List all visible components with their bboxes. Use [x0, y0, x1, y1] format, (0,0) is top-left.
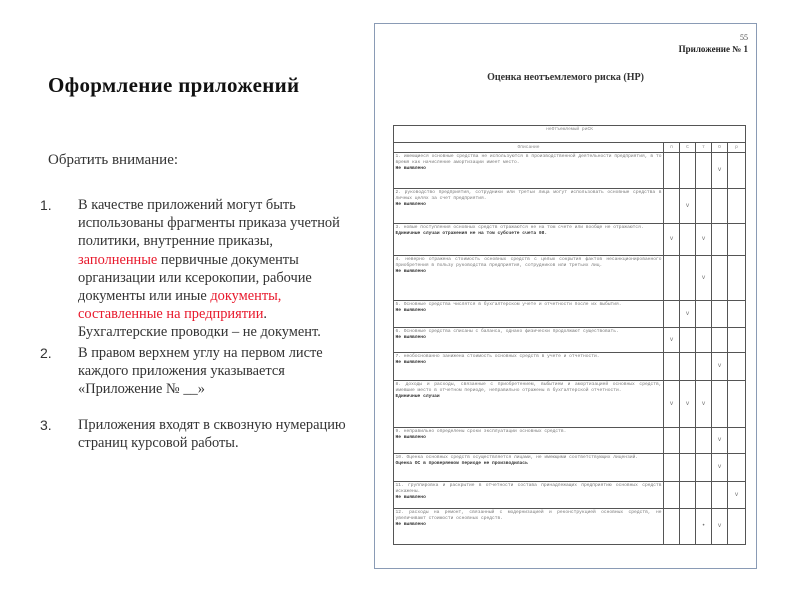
item-text: . Бухгалтерские проводки – не документ. — [78, 306, 321, 341]
assertion-mark-cell — [728, 353, 746, 381]
assertion-mark-cell: v — [696, 256, 712, 301]
assertion-mark-cell: v — [664, 328, 680, 353]
assertion-mark-cell: v — [680, 301, 696, 328]
assertion-mark-cell — [728, 381, 746, 428]
risk-finding: Не выявлено — [395, 335, 426, 341]
assertion-mark-cell — [664, 509, 680, 545]
item-text: В правом верхнем углу на первом листе каждого приложения указывается «Приложение № __» — [78, 344, 323, 398]
assertion-mark-cell — [728, 454, 746, 482]
assertion-mark-cell — [696, 482, 712, 509]
column-header: р — [728, 143, 746, 153]
assertion-mark-cell — [664, 482, 680, 509]
table-row — [394, 328, 746, 353]
risk-finding: Не выявлено — [395, 360, 426, 366]
assertion-mark-cell — [728, 256, 746, 301]
assertion-mark-cell — [664, 353, 680, 381]
table-row — [394, 428, 746, 454]
risk-finding: Не выявлено — [395, 202, 426, 208]
assertion-mark-cell: v — [712, 153, 728, 189]
numbered-list — [40, 196, 355, 453]
assertion-mark-cell — [696, 189, 712, 224]
table-row — [394, 482, 746, 509]
assertion-mark-cell — [664, 153, 680, 189]
assertion-mark-cell — [664, 454, 680, 482]
assertion-mark-cell — [696, 428, 712, 454]
assertion-mark-cell — [728, 224, 746, 256]
assertion-mark-cell — [664, 256, 680, 301]
table-header-row — [394, 143, 746, 153]
assertion-mark-cell — [664, 301, 680, 328]
risk-description-cell — [394, 509, 664, 545]
risk-description-cell — [394, 189, 664, 224]
list-item-number: 3. — [40, 417, 52, 434]
assertion-mark-cell: v — [696, 224, 712, 256]
risk-description: 3. новые поступления основных средств отражаются не на том счете или вообще не отражаются. — [395, 225, 644, 230]
assertion-mark-cell: v — [664, 381, 680, 428]
item-text: Приложения входят в сквозную нумерацию страниц курсовой работы. — [78, 417, 346, 452]
column-header: п — [664, 143, 680, 153]
assertion-mark-cell — [696, 301, 712, 328]
assertion-mark-cell: v — [728, 482, 746, 509]
assertion-mark-cell — [728, 509, 746, 545]
assertion-mark-cell — [728, 428, 746, 454]
assertion-mark-cell: v — [664, 224, 680, 256]
assertion-mark-cell: v — [712, 353, 728, 381]
risk-finding: Единичные случаи отражения не на том субсчете счета 08. — [395, 231, 548, 237]
assertion-mark-cell — [680, 328, 696, 353]
page-number: 55 — [740, 33, 748, 42]
risk-description-cell — [394, 256, 664, 301]
slide-title: Оформление приложений — [48, 73, 300, 97]
assertion-mark-cell — [680, 454, 696, 482]
assertion-mark-cell: v — [712, 454, 728, 482]
assertion-mark-cell: v — [680, 189, 696, 224]
assertion-mark-cell: v — [712, 428, 728, 454]
table-row — [394, 509, 746, 545]
risk-description: 1. имеющиеся основные средства не используются в производственной деятельности предприятия, в то время как начисление амортизации имеет место. — [395, 154, 662, 166]
table-row — [394, 224, 746, 256]
risk-table — [393, 125, 746, 545]
risk-description-cell — [394, 482, 664, 509]
risk-description-cell — [394, 301, 664, 328]
assertion-mark-cell — [680, 509, 696, 545]
table-row — [394, 301, 746, 328]
assertion-mark-cell — [712, 224, 728, 256]
item-text: В качестве приложений могут быть использованы фрагменты приказа учетной политики, внутренние приказы, — [78, 197, 340, 250]
assertion-mark-cell — [712, 482, 728, 509]
risk-description-cell — [394, 224, 664, 256]
list-item — [40, 416, 355, 452]
item-text: первичные документы организации или ксерокопии, рабочие документы или иные — [78, 251, 312, 305]
risk-description: 2. руководство предприятия, сотрудники или третьи лица могут использовать основные средства в личных целях за счет предприятия. — [395, 190, 662, 202]
assertion-mark-cell — [664, 189, 680, 224]
risk-description: 8. доходы и расходы, связанные с приобретением, выбытием и амортизацией основных средств, имевшие место в отчетном периоде, неправильно отражены в бухгалтерской отчетности. — [395, 382, 662, 394]
document-page — [374, 23, 757, 569]
assertion-mark-cell — [680, 153, 696, 189]
note-heading: Обратить внимание: — [48, 152, 179, 168]
risk-finding: Единичные случаи — [395, 394, 440, 400]
list-item — [40, 344, 355, 399]
risk-description: 9. неправильно определены сроки эксплуатации основных средств. — [395, 429, 567, 434]
assertion-mark-cell — [696, 328, 712, 353]
risk-description: 6. Основные средства списаны с баланса, однако физически продолжают существовать. — [395, 329, 619, 334]
assertion-mark-cell — [696, 153, 712, 189]
list-item-number: 1. — [40, 197, 52, 213]
risk-description: 12. расходы на ремонт, связанный с модернизацией и реконструкцией основных средств, не увеличивают стоимости основных средств. — [395, 510, 662, 522]
assertion-mark-cell — [696, 454, 712, 482]
table-row — [394, 353, 746, 381]
assertion-mark-cell — [680, 224, 696, 256]
risk-finding: Оценка ОС в проверяемом периоде не производилась — [395, 461, 528, 467]
assertion-mark-cell — [712, 301, 728, 328]
assertion-mark-cell — [728, 328, 746, 353]
assertion-mark-cell — [712, 256, 728, 301]
assertion-mark-cell — [728, 153, 746, 189]
risk-finding: Не выявлено — [395, 166, 426, 172]
risk-description: 11. группировка и раскрытие в отчетности состава принадлежащих предприятию основных средств искажены. — [395, 483, 662, 495]
assertion-mark-cell — [680, 428, 696, 454]
risk-description-cell — [394, 454, 664, 482]
list-item-number: 2. — [40, 344, 52, 361]
document-title: Оценка неотъемлемого риска (НР) — [487, 72, 644, 83]
assertion-mark-cell — [680, 353, 696, 381]
column-header: Описание — [394, 143, 664, 153]
assertion-mark-cell: v — [696, 381, 712, 428]
risk-description-cell — [394, 428, 664, 454]
risk-description-cell — [394, 353, 664, 381]
table-row — [394, 454, 746, 482]
risk-description: 10. Оценка основных средств осуществляется лицами, не имеющими соответствующих лицензий. — [395, 455, 639, 460]
risk-description: 4. неверно отражена стоимость основных средств с целью сокрытия фактов несанкционированного приобретения в пользу руководства предприятия, сотрудников или третьих лиц. — [395, 257, 662, 269]
risk-description: 5. Основные средства числятся в бухгалтерском учете и отчетности после их выбытия. — [395, 302, 622, 307]
risk-finding: Не выявлено — [395, 308, 426, 314]
table-row — [394, 381, 746, 428]
appendix-label: Приложение № 1 — [678, 44, 748, 54]
assertion-mark-cell: • — [696, 509, 712, 545]
assertion-mark-cell — [680, 256, 696, 301]
risk-description-cell — [394, 153, 664, 189]
column-header: О — [712, 143, 728, 153]
table-row — [394, 256, 746, 301]
column-header: С — [680, 143, 696, 153]
list-item — [40, 196, 355, 342]
table-row — [394, 189, 746, 224]
risk-finding: Не выявлено — [395, 435, 426, 441]
assertion-mark-cell — [728, 301, 746, 328]
risk-description-cell — [394, 381, 664, 428]
highlighted-text: документы, составленные на предприятии — [78, 288, 282, 323]
risk-finding: Не выявлено — [395, 495, 426, 501]
risk-finding: Не выявлено — [395, 269, 426, 275]
assertion-mark-cell — [680, 482, 696, 509]
table-caption: неОтъемлемый риСК — [394, 126, 746, 143]
risk-description-cell — [394, 328, 664, 353]
assertion-mark-cell — [728, 189, 746, 224]
assertion-mark-cell — [712, 328, 728, 353]
highlighted-text: заполненные — [78, 251, 158, 268]
risk-finding: Не выявлено — [395, 522, 426, 528]
column-header: т — [696, 143, 712, 153]
assertion-mark-cell — [664, 428, 680, 454]
risk-description: 7. необоснованно занижена стоимость основных средств в учете и отчетности. — [395, 354, 600, 359]
table-row — [394, 153, 746, 189]
assertion-mark-cell — [712, 381, 728, 428]
assertion-mark-cell — [696, 353, 712, 381]
assertion-mark-cell: v — [680, 381, 696, 428]
assertion-mark-cell — [712, 189, 728, 224]
assertion-mark-cell: v — [712, 509, 728, 545]
